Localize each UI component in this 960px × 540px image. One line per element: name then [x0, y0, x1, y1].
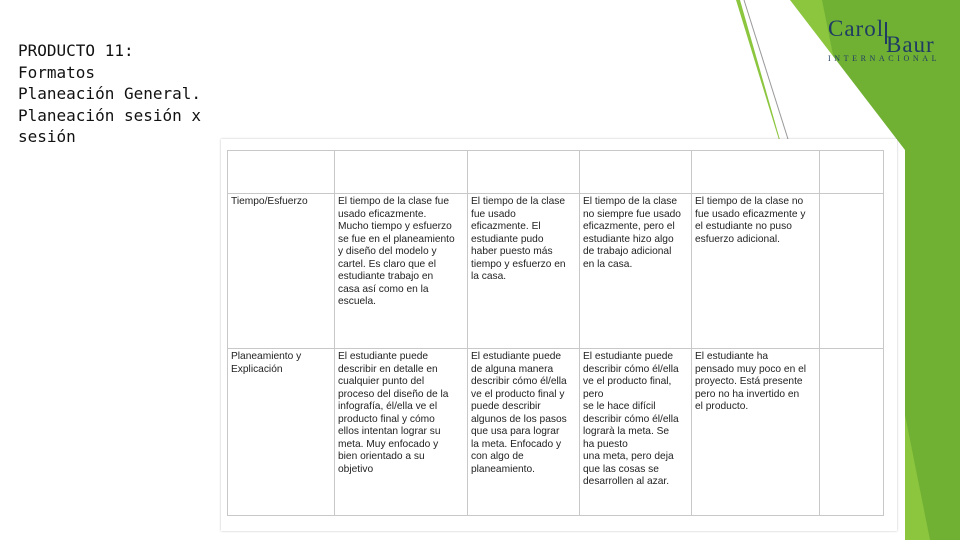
- header-cell: [692, 151, 820, 194]
- title-line-1: PRODUCTO 11:: [18, 41, 134, 60]
- criterion-cell: Tiempo/Esfuerzo: [228, 194, 335, 349]
- logo-word-carol: Carol: [828, 16, 885, 41]
- logo-word-baur: Baur: [886, 32, 935, 57]
- rubric-table: [227, 150, 884, 516]
- level-cell: El estudiante puede de alguna manera describir cómo él/ella ve el producto final y puede describir algunos de los pasos que usa para lograr la meta. Enfocado y con algo de planeamiento.: [468, 349, 580, 516]
- carol-baur-logo: [826, 14, 952, 66]
- header-cell: [335, 151, 468, 194]
- table-header-row: [228, 151, 884, 194]
- table-row: [228, 349, 884, 516]
- level-cell: El estudiante puede describir cómo él/ella ve el producto final, pero se le hace difícil describir cómo él/ella lograrà la meta. Se ha puesto una meta, pero deja que las cosas se desarrollen al azar.: [580, 349, 692, 516]
- title-line-3: Planeación General.: [18, 84, 202, 103]
- level-cell: [820, 349, 884, 516]
- level-cell: El estudiante ha pensado muy poco en el proyecto. Está presente pero no ha invertido en el producto.: [692, 349, 820, 516]
- level-cell: El tiempo de la clase fue usado eficazmente. El estudiante pudo haber puesto más tiempo y esfuerzo en la casa.: [468, 194, 580, 349]
- level-cell: El tiempo de la clase no fue usado eficazmente y el estudiante no puso esfuerzo adicional.: [692, 194, 820, 349]
- header-cell: [228, 151, 335, 194]
- level-cell: El tiempo de la clase fue usado eficazmente. Mucho tiempo y esfuerzo se fue en el planeamiento y diseño del modelo y cartel. Es claro que el estudiante trabajo en casa así como en la escuela.: [335, 194, 468, 349]
- header-cell: [820, 151, 884, 194]
- header-cell: [580, 151, 692, 194]
- rubric-document: [221, 139, 897, 531]
- title-line-2: Formatos: [18, 62, 96, 82]
- header-cell: [468, 151, 580, 194]
- slide-title: [18, 40, 228, 148]
- level-cell: [820, 194, 884, 349]
- title-line-5: sesión: [18, 127, 76, 146]
- level-cell: El tiempo de la clase no siempre fue usado eficazmente, pero el estudiante hizo algo de trabajo adicional en la casa.: [580, 194, 692, 349]
- title-line-4: Planeación sesión x: [18, 105, 202, 125]
- table-row: [228, 194, 884, 349]
- criterion-cell: Planeamiento y Explicación: [228, 349, 335, 516]
- level-cell: El estudiante puede describir en detalle en cualquier punto del proceso del diseño de la infografía, él/ella ve el producto final y cómo ellos intentan lograr su meta. Muy enfocado y bien orientado a su objetivo: [335, 349, 468, 516]
- logo-tagline: INTERNACIONAL: [828, 54, 941, 63]
